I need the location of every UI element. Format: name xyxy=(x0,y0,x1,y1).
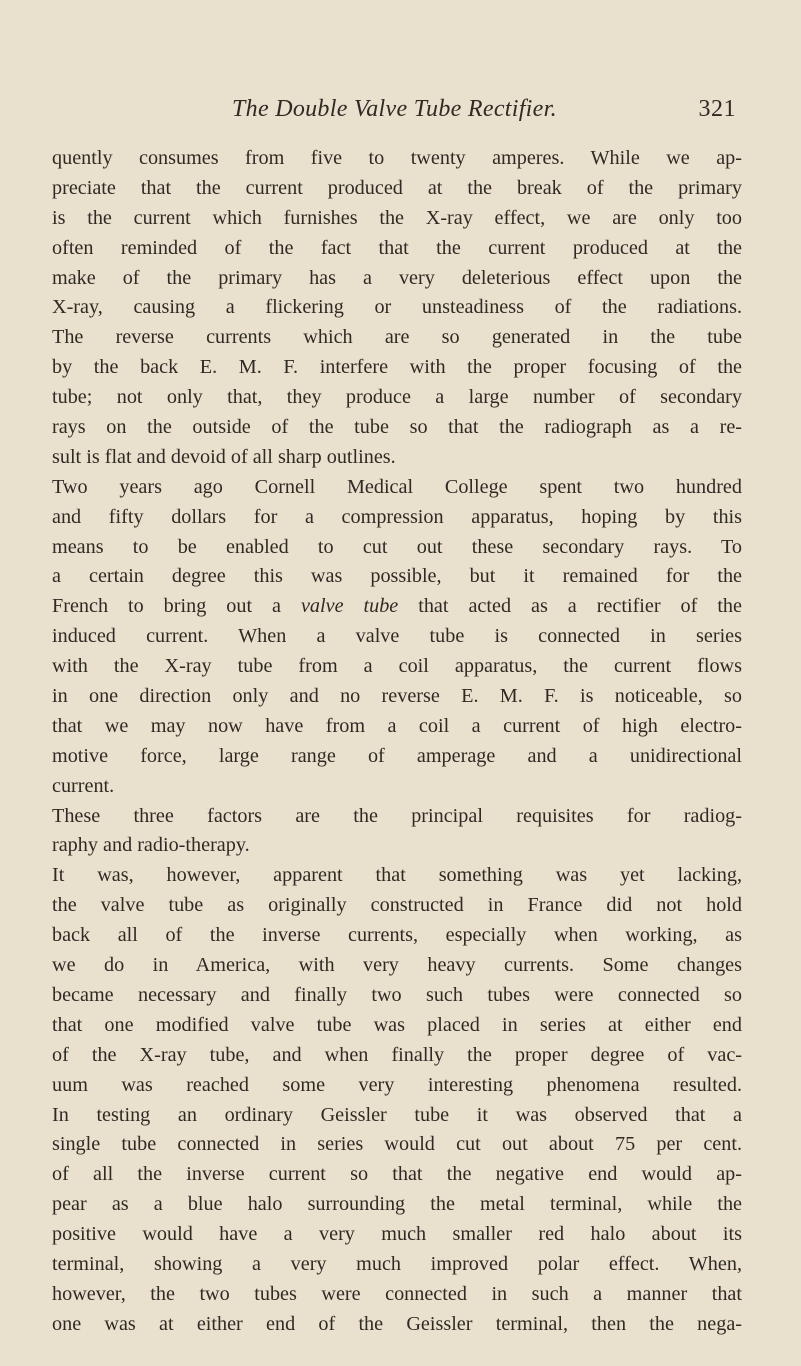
text-line: is the current which furnishes the X-ray effect, we are only too xyxy=(52,206,742,229)
text-line: pear as a blue halo surrounding the metal terminal, while the xyxy=(52,1193,742,1216)
text-line: uum was reached some very interesting phenomena resulted. xyxy=(52,1073,742,1096)
text-line: These three factors are the principal requisites for radiog- xyxy=(52,804,742,827)
body-text xyxy=(52,144,742,1340)
text-line: means to be enabled to cut out these secondary rays. To xyxy=(52,535,742,558)
text-line: terminal, showing a very much improved polar effect. When, xyxy=(52,1252,742,1275)
text-line: In testing an ordinary Geissler tube it was observed that a xyxy=(52,1103,742,1126)
text-fragment: that acted as a rectifier of the xyxy=(398,595,742,618)
text-line: positive would have a very much smaller red halo about its xyxy=(52,1223,742,1246)
text-line: rays on the outside of the tube so that the radiograph as a re- xyxy=(52,416,742,439)
text-line: of the X-ray tube, and when finally the proper degree of vac- xyxy=(52,1043,742,1066)
text-line: tube; not only that, they produce a large number of secondary xyxy=(52,386,742,409)
text-line: single tube connected in series would cut out about 75 per cent. xyxy=(52,1133,742,1156)
text-line: make of the primary has a very deleterious effect upon the xyxy=(52,266,742,289)
text-line: induced current. When a valve tube is connected in series xyxy=(52,625,742,648)
text-line: back all of the inverse currents, especially when working, as xyxy=(52,924,742,947)
text-line: current. xyxy=(52,774,115,797)
text-line: that one modified valve tube was placed in series at either end xyxy=(52,1013,742,1036)
text-line-with-italic xyxy=(52,592,742,622)
text-line: we do in America, with very heavy currents. Some changes xyxy=(52,954,742,977)
text-line: and fifty dollars for a compression apparatus, hoping by this xyxy=(52,505,742,528)
text-line: however, the two tubes were connected in such a manner that xyxy=(52,1282,742,1305)
text-fragment: French to bring out a xyxy=(52,595,301,618)
text-line: that we may now have from a coil a current of high electro- xyxy=(52,714,742,737)
text-line: It was, however, apparent that something was yet lacking, xyxy=(52,864,742,887)
page-header xyxy=(92,96,742,140)
text-line: The reverse currents which are so generated in the tube xyxy=(52,326,742,349)
text-line: the valve tube as originally constructed in France did not hold xyxy=(52,894,742,917)
page-number: 321 xyxy=(698,96,736,122)
text-line: by the back E. M. F. interfere with the proper focusing of the xyxy=(52,356,742,379)
text-line: became necessary and finally two such tubes were connected so xyxy=(52,983,742,1006)
text-line: sult is flat and devoid of all sharp outlines. xyxy=(52,445,396,468)
text-line: with the X-ray tube from a coil apparatus, the current flows xyxy=(52,655,742,678)
text-line: X-ray, causing a flickering or unsteadiness of the radiations. xyxy=(52,296,742,319)
running-title: The Double Valve Tube Rectifier. xyxy=(232,96,557,122)
text-line: raphy and radio-therapy. xyxy=(52,834,250,857)
text-line: motive force, large range of amperage and a unidirectional xyxy=(52,744,742,767)
text-line: of all the inverse current so that the negative end would ap- xyxy=(52,1163,742,1186)
text-line: preciate that the current produced at the break of the primary xyxy=(52,176,742,199)
text-line: often reminded of the fact that the current produced at the xyxy=(52,236,742,259)
text-line: Two years ago Cornell Medical College spent two hundred xyxy=(52,475,742,498)
text-line: quently consumes from five to twenty amperes. While we ap- xyxy=(52,147,742,169)
text-line: in one direction only and no reverse E. M. F. is noticeable, so xyxy=(52,685,742,708)
text-line: one was at either end of the Geissler terminal, then the nega- xyxy=(52,1312,742,1335)
text-line: a certain degree this was possible, but it remained for the xyxy=(52,565,742,588)
italic-term: valve tube xyxy=(300,595,399,618)
